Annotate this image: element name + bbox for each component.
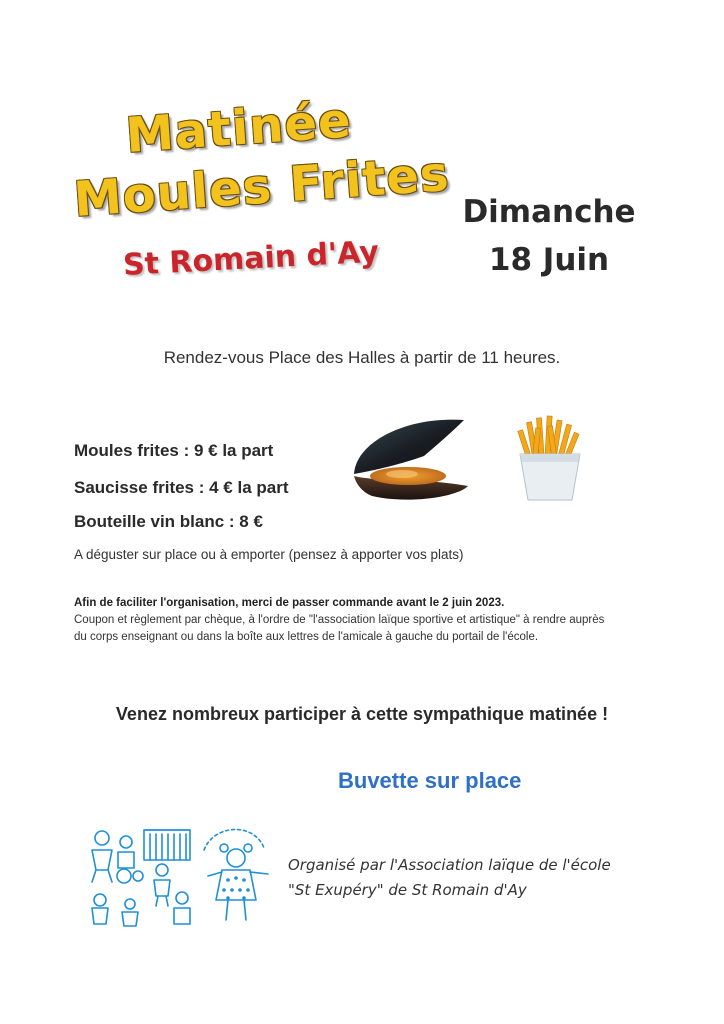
price-vin-blanc: Bouteille vin blanc : 8 € xyxy=(74,512,263,531)
invitation-text: Venez nombreux participer à cette sympathique matinée ! xyxy=(115,704,609,724)
fries-illustration xyxy=(512,414,588,504)
title-location: St Romain d'Ay xyxy=(122,234,380,283)
mussel-illustration xyxy=(346,412,474,506)
rendezvous-text: Rendez-vous Place des Halles à partir de 11 heures. xyxy=(163,348,561,367)
takeaway-note: A déguster sur place ou à emporter (pensez à apporter vos plats) xyxy=(74,547,464,562)
price-moules-frites: Moules frites : 9 € la part xyxy=(74,441,274,460)
school-association-logo xyxy=(78,820,278,932)
event-day: Dimanche xyxy=(462,194,636,230)
price-saucisse-frites: Saucisse frites : 4 € la part xyxy=(74,478,289,497)
title-moules-frites: Moules Frites xyxy=(72,145,452,228)
organizer-line-2: "St Exupéry" de St Romain d'Ay xyxy=(288,881,527,899)
payment-instructions-1: Coupon et règlement par chèque, à l'ordre de "l'association laïque sportive et artistique" à rendre auprès xyxy=(74,614,605,626)
order-deadline: Afin de faciliter l'organisation, merci de passer commande avant le 2 juin 2023. xyxy=(74,597,505,609)
buvette-text: Buvette sur place xyxy=(338,768,522,793)
event-date: 18 Juin xyxy=(488,242,610,278)
organizer-line-1: Organisé par l'Association laïque de l'école xyxy=(288,856,611,874)
payment-instructions-2: du corps enseignant ou dans la boîte aux lettres de l'amicale à gauche du portail de l'école. xyxy=(74,631,539,643)
title-matinee: Matinée xyxy=(124,92,354,164)
